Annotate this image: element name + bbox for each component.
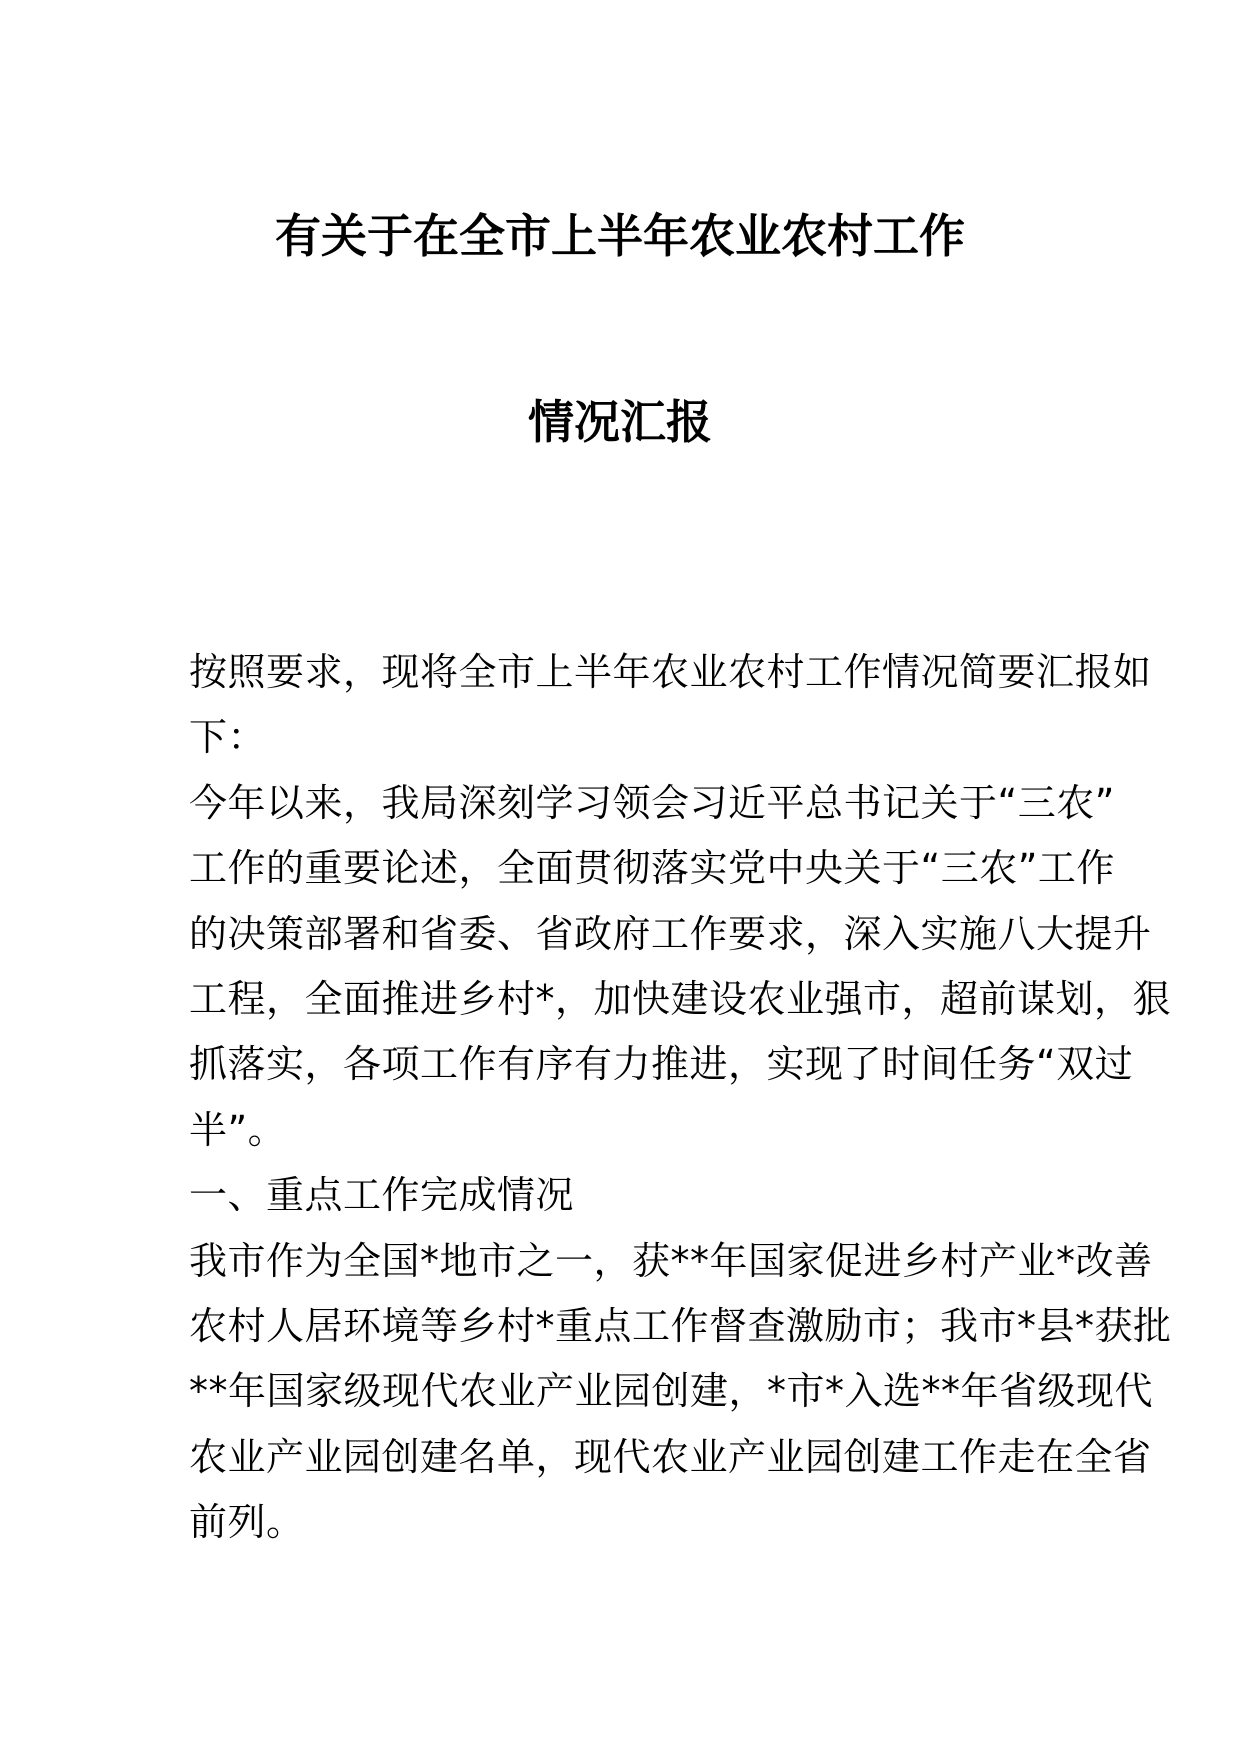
body-text-line: 半”。: [189, 1107, 287, 1152]
body-text-line: 下：: [189, 715, 267, 760]
body-text-line: 按照要求，现将全市上半年农业农村工作情况简要汇报如: [189, 650, 1152, 694]
document-title-line-1: 有关于在全市上半年农业农村工作: [275, 209, 965, 263]
section-heading: 一、重点工作完成情况: [189, 1173, 575, 1218]
body-text-line: 我市作为全国*地市之一，获**年国家促进乡村产业*改善: [189, 1238, 1153, 1283]
body-text-line: **年国家级现代农业产业园创建，*市*入选**年省级现代: [189, 1369, 1154, 1414]
document-body: [189, 640, 1172, 1555]
document-title-line-2: 情况汇报: [528, 395, 712, 449]
body-text-line: 抓落实，各项工作有序有力推进，实现了时间任务“双过: [189, 1042, 1134, 1087]
body-text-line: 的决策部署和省委、省政府工作要求，深入实施八大提升: [189, 911, 1152, 956]
body-text-line: 农业产业园创建名单，现代农业产业园创建工作走在全省: [189, 1434, 1152, 1479]
body-text-line: 工程，全面推进乡村*，加快建设农业强市，超前谋划，狠: [189, 976, 1172, 1021]
body-text-line: 工作的重要论述，全面贯彻落实党中央关于“三农”工作: [189, 846, 1115, 891]
body-text-line: 前列。: [189, 1500, 305, 1545]
body-text-line: 农村人居环境等乡村*重点工作督查激励市；我市*县*获批: [189, 1303, 1172, 1348]
body-text-line: 今年以来，我局深刻学习领会习近平总书记关于“三农”: [189, 780, 1115, 825]
